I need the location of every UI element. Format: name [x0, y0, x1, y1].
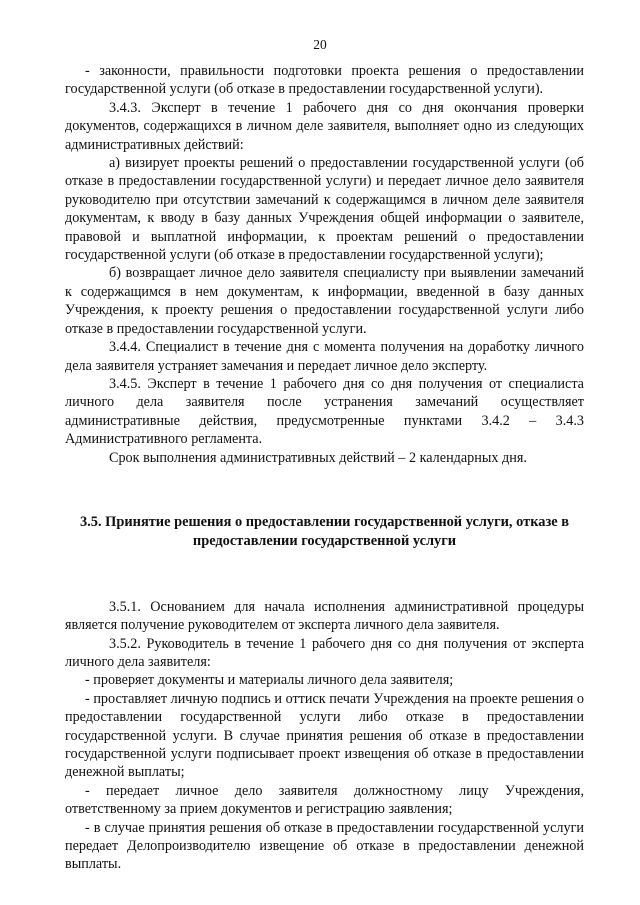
item-check-docs: - проверяет документы и материалы личного дела заявителя;	[85, 672, 454, 689]
para-3-4-3: 3.4.3. Эксперт в течение 1 рабочего дня со дня окончания проверки документов, содержащихся в личном деле заявителя, выполняет одно из следующих административных действий:	[65, 99, 584, 153]
para-3-4-4: 3.4.4. Специалист в течение дня с момента получения на доработку личного дела заявителя устраняет замечания и передает личное дело эксперту.	[65, 339, 584, 374]
gap-2	[65, 566, 584, 584]
item-transfer: - передает личное дело заявителя должностному лицу Учреждения, ответственному за прием документов и регистрацию заявления;	[65, 782, 584, 818]
para-3-5-1: 3.5.1. Основанием для начала исполнения административной процедуры является получение руководителем от эксперта личного дела заявителя.	[65, 598, 584, 634]
heading-3-5: 3.5. Принятие решения о предоставлении государственной услуги, отказе в предоставлении государственной услуги	[79, 514, 570, 550]
gap-1	[65, 481, 584, 499]
item-legality: - законности, правильности подготовки проекта решения о предоставлении государственной услуги (об отказе в предоставлении государственной услуги).	[65, 63, 584, 98]
item-refusal-notice: - в случае принятия решения об отказе в предоставлении государственной услуги передает Делопроизводителю извещение об отказе в предоставлении денежной выплаты.	[65, 819, 584, 873]
term-2-days: Срок выполнения административных действий – 2 календарных дня.	[109, 449, 527, 466]
item-b: б) возвращает личное дело заявителя специалисту при выявлении замечаний к содержащимся в нем документам, к информации, введенной в базу данных Учреждения, к проекту решения о предоставлении государственной услуги либо отказе в предоставлении государственной услуги.	[65, 265, 584, 337]
para-3-5-2: 3.5.2. Руководитель в течение 1 рабочего дня со дня получения от эксперта личного дела заявителя:	[65, 635, 584, 670]
item-sign-seal: - проставляет личную подпись и оттиск печати Учреждения на проекте решения о предоставлении государственной услуги либо отказе в предоставлении государственной услуги. В случае принятия решения об отказе в предоставлении государственной услуги подписывает проект извещения об отказе в предоставлении денежной выплаты;	[65, 690, 584, 781]
item-a: а) визирует проекты решений о предоставлении государственной услуги (об отказе в предоставлении государственной услуги) и передает личное дело заявителя руководителю при отсутствии замечаний к содержащимся в личном деле заявителя документам, к вводу в базу данных Учреждения общей информации о заявителе, правовой и выплатной информации, к проектам решений о предоставлении государственной услуги (об отказе в предоставлении государственной услуги);	[65, 155, 584, 264]
para-3-4-5: 3.4.5. Эксперт в течение 1 рабочего дня со дня получения от специалиста личного дела заявителя после устранения замечаний осуществляет административные действия, предусмотренные пунктами 3.4.2 – 3.4.3 Административного регламента.	[65, 375, 584, 448]
document-body	[65, 62, 584, 874]
page-number: 20	[313, 37, 327, 52]
